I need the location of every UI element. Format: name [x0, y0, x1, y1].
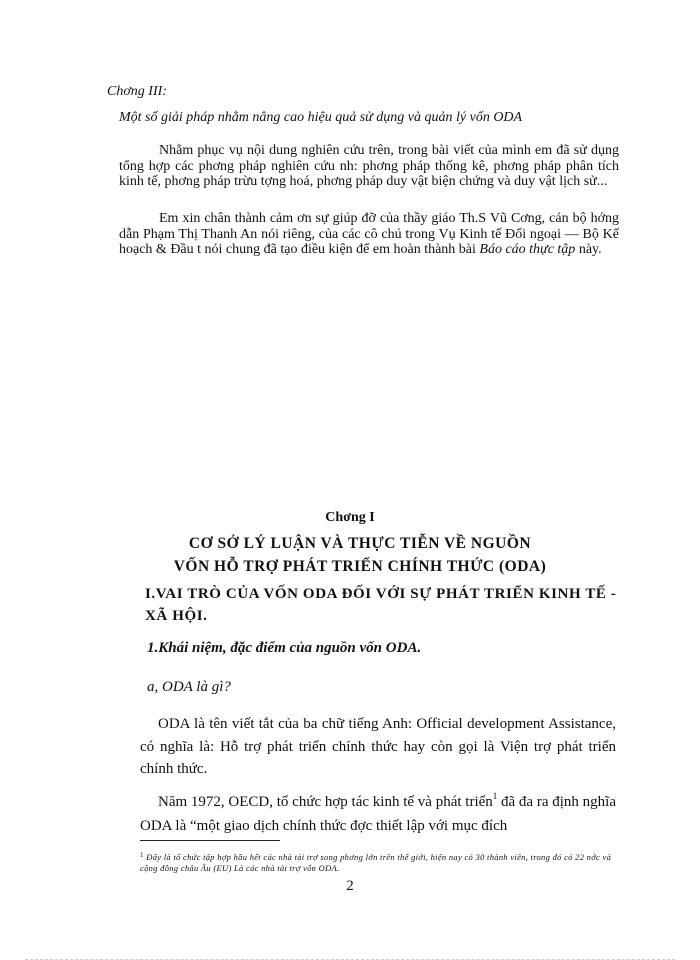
footnote — [140, 850, 620, 874]
oda-definition-paragraph: ODA là tên viết tắt của ba chữ tiếng Anh: Official development Assistance, có nghĩa là: Hỗ trợ phát triển chính thức hay còn gọi là Viện trợ phát triển chính thức. — [140, 716, 616, 777]
subsection-heading: 1.Khái niệm, đặc điểm của nguồn vốn ODA. — [147, 640, 422, 656]
acknowledgement-end: này. — [575, 242, 602, 257]
oecd-text-start: Năm 1972, OECD, tổ chức hợp tác kinh tế và phát triển — [158, 794, 493, 810]
report-title-italic: Báo cáo thực tập — [479, 242, 576, 257]
chapter-title — [140, 532, 580, 578]
acknowledgement-paragraph — [119, 211, 619, 258]
footnote-reference[interactable]: 1 — [492, 791, 498, 801]
footnote-mark: 1 — [140, 851, 144, 859]
footnote-text: Đây là tổ chức tập hợp hầu hết các nhà tài trợ song phơng lớn trên thế giới, hiện nay có 30 thành viên, trong đó có 22 nớc và cộng đồng châu Âu (EU) Là các nhà tài trợ vốn ODA. — [140, 852, 612, 873]
subsubsection-heading: a, ODA là gì? — [147, 679, 231, 695]
methods-paragraph: Nhằm phục vụ nội dung nghiên cứu trên, trong bài viết của mình em đã sử dụng tổng hợp các phơng pháp nghiên cứu nh: phơng pháp thống kê, phơng pháp phân tích kinh tế, phơng pháp trừu tợng hoá, phơng pháp duy vật biện chứng và duy vật lịch sử... — [119, 143, 619, 189]
footnote-separator — [140, 840, 280, 841]
oecd-text-end: đã đa ra định nghĩa ODA là “một giao dịch chính thức đợc thiết lập với mục đích — [140, 794, 616, 834]
chapter-label: Chơng I — [325, 510, 375, 525]
previous-chapter-label: Chơng III: — [107, 84, 167, 99]
page-number: 2 — [346, 878, 354, 894]
section-heading: I.VAI TRÒ CỦA VỐN ODA ĐỐI VỚI SỰ PHÁT TRIỂN KINH TẾ - XÃ HỘI. — [145, 586, 617, 624]
acknowledgement-text: Em xin chân thành cảm ơn sự giúp đỡ của thầy giáo Th.S Vũ Cơng, cán bộ hớng dẫn Phạm Thị Thanh An nói riêng, của các cô chú trong Vụ Kinh tế Đối ngoại — Bộ Kế hoạch & Đầu t nói chung đã tạo điều kiện để em hoàn thành bài — [119, 211, 619, 257]
chapter-title-line-1: CƠ SỞ LÝ LUẬN VÀ THỰC TIỄN VỀ NGUỒN — [188, 535, 532, 552]
previous-chapter-title: Một số giải pháp nhằm nâng cao hiệu quả sử dụng và quản lý vốn ODA — [119, 110, 523, 125]
oecd-paragraph — [140, 790, 616, 838]
chapter-title-line-2: VỐN HỖ TRỢ PHÁT TRIỂN CHÍNH THỨC (ODA) — [173, 558, 547, 575]
